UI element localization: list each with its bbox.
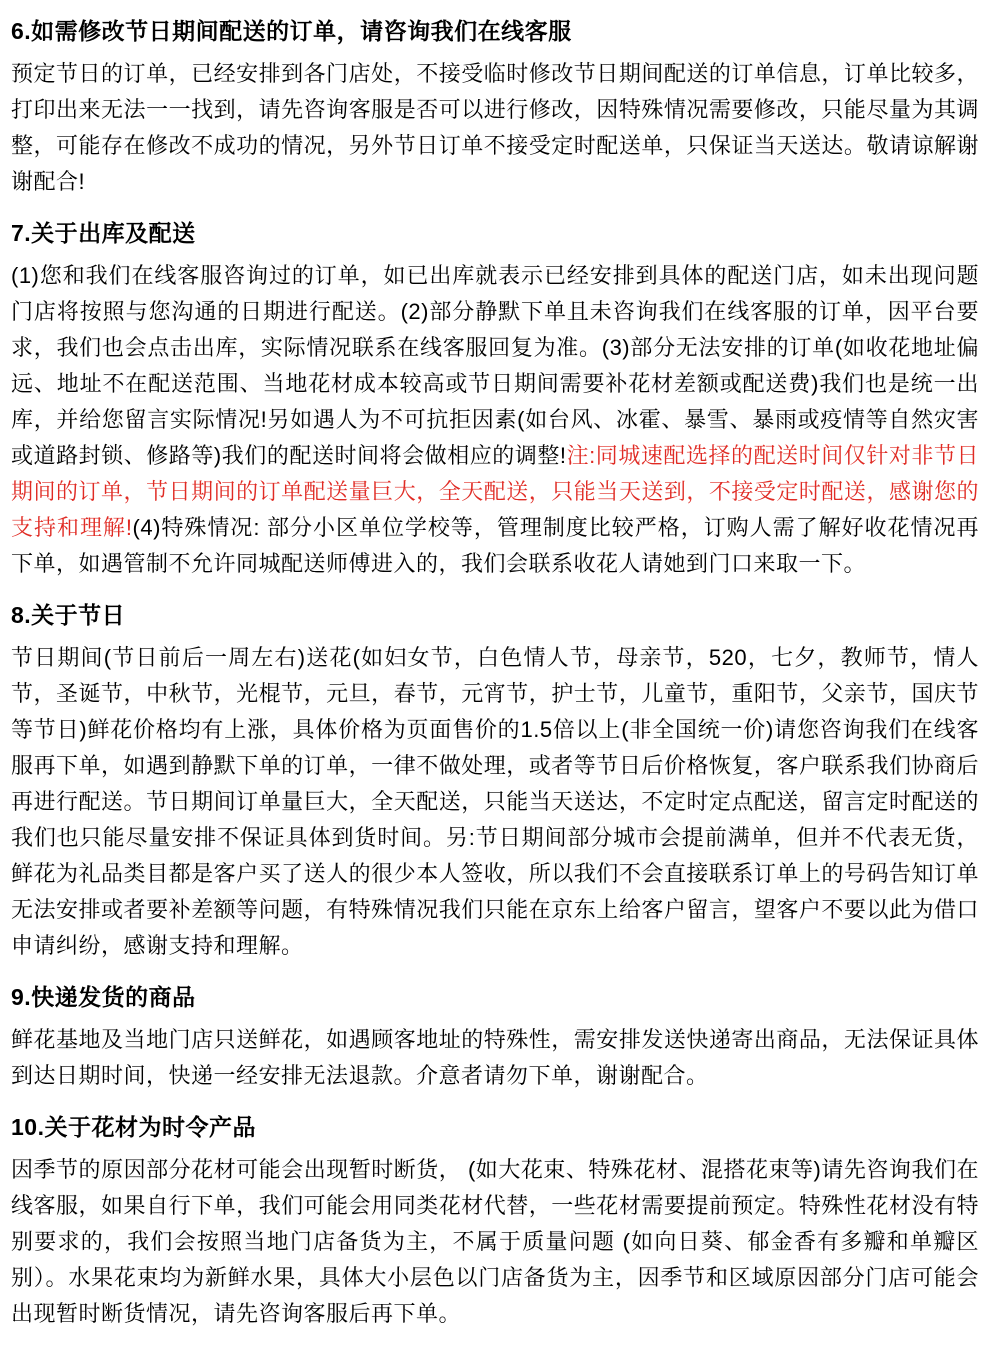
section-paragraph <box>11 1022 979 1094</box>
notice-content <box>11 16 979 1332</box>
body-text: (4)特殊情况: 部分小区单位学校等，管理制度比较严格，订购人需了解好收花情况再下单，如遇管制不允许同城配送师傅进入的，我们会联系收花人请她到门口来取一下。 <box>11 515 979 576</box>
body-text: (1)您和我们在线客服咨询过的订单，如已出库就表示已经安排到具体的配送门店，如未出现问题门店将按照与您沟通的日期进行配送。(2)部分静默下单且未咨询我们在线客服的订单，因平台要求，我们也会点击出库，实际情况联系在线客服回复为准。(3)部分无法安排的订单(如收花地址偏远、地址不在配送范围、当地花材成本较高或节日期间需要补花材差额或配送费)我们也是统一出库，并给您留言实际情况!另如遇人为不可抗拒因素(如台风、冰霍、暴雪、暴雨或疫情等自然灾害或道路封锁、修路等)我们的配送时间将会做相应的调整! <box>11 263 979 468</box>
body-text: 预定节日的订单，已经安排到各门店处，不接受临时修改节日期间配送的订单信息，订单比较多，打印出来无法一一找到，请先咨询客服是否可以进行修改，因特殊情况需要修改，只能尽量为其调整，可能存在修改不成功的情况，另外节日订单不接受定时配送单，只保证当天送达。敬请谅解谢谢配合! <box>11 61 979 194</box>
section-heading: 10.关于花材为时令产品 <box>11 1114 256 1140</box>
section-heading: 9.快递发货的商品 <box>11 984 196 1010</box>
highlight-text: 注:同城速配选择的配送时间仅针对非节日期间的订单，节日期间的订单配送量巨大，全天配送，只能当天送到，不接受定时配送，感谢您的支持和理解! <box>11 443 979 540</box>
body-text: 鲜花基地及当地门店只送鲜花，如遇顾客地址的特殊性，需安排发送快递寄出商品，无法保证具体到达日期时间，快递一经安排无法退款。介意者请勿下单，谢谢配合。 <box>11 1027 979 1088</box>
section-heading: 6.如需修改节日期间配送的订单，请咨询我们在线客服 <box>11 18 572 44</box>
section-heading: 7.关于出库及配送 <box>11 220 196 246</box>
section-paragraph <box>11 640 979 964</box>
section-paragraph <box>11 56 979 200</box>
section-paragraph <box>11 258 979 582</box>
section-heading: 8.关于节日 <box>11 602 126 628</box>
body-text: 节日期间(节日前后一周左右)送花(如妇女节，白色情人节，母亲节，520，七夕，教师节，情人节，圣诞节，中秋节，光棍节，元旦，春节，元宵节，护士节，儿童节，重阳节，父亲节，国庆节等节日)鲜花价格均有上涨，具体价格为页面售价的1.5倍以上(非全国统一价)请您咨询我们在线客服再下单，如遇到静默下单的订单，一律不做处理，或者等节日后价格恢复，客户联系我们协商后再进行配送。节日期间订单量巨大，全天配送，只能当天送达，不定时定点配送，留言定时配送的我们也只能尽量安排不保证具体到货时间。另:节日期间部分城市会提前满单，但并不代表无货，鲜花为礼品类目都是客户买了送人的很少本人签收，所以我们不会直接联系订单上的号码告知订单无法安排或者要补差额等问题，有特殊情况我们只能在京东上给客户留言，望客户不要以此为借口申请纠纷，感谢支持和理解。 <box>11 645 979 958</box>
section-paragraph <box>11 1152 979 1332</box>
body-text: 因季节的原因部分花材可能会出现暂时断货， (如大花束、特殊花材、混搭花束等)请先咨询我们在线客服，如果自行下单，我们可能会用同类花材代替，一些花材需要提前预定。特殊性花材没有特别要求的，我们会按照当地门店备货为主，不属于质量问题 (如向日葵、郁金香有多瓣和单瓣区别）。水果花束均为新鲜水果，具体大小层色以门店备货为主，因季节和区域原因部分门店可能会出现暂时断货情况，请先咨询客服后再下单。 <box>11 1157 979 1326</box>
